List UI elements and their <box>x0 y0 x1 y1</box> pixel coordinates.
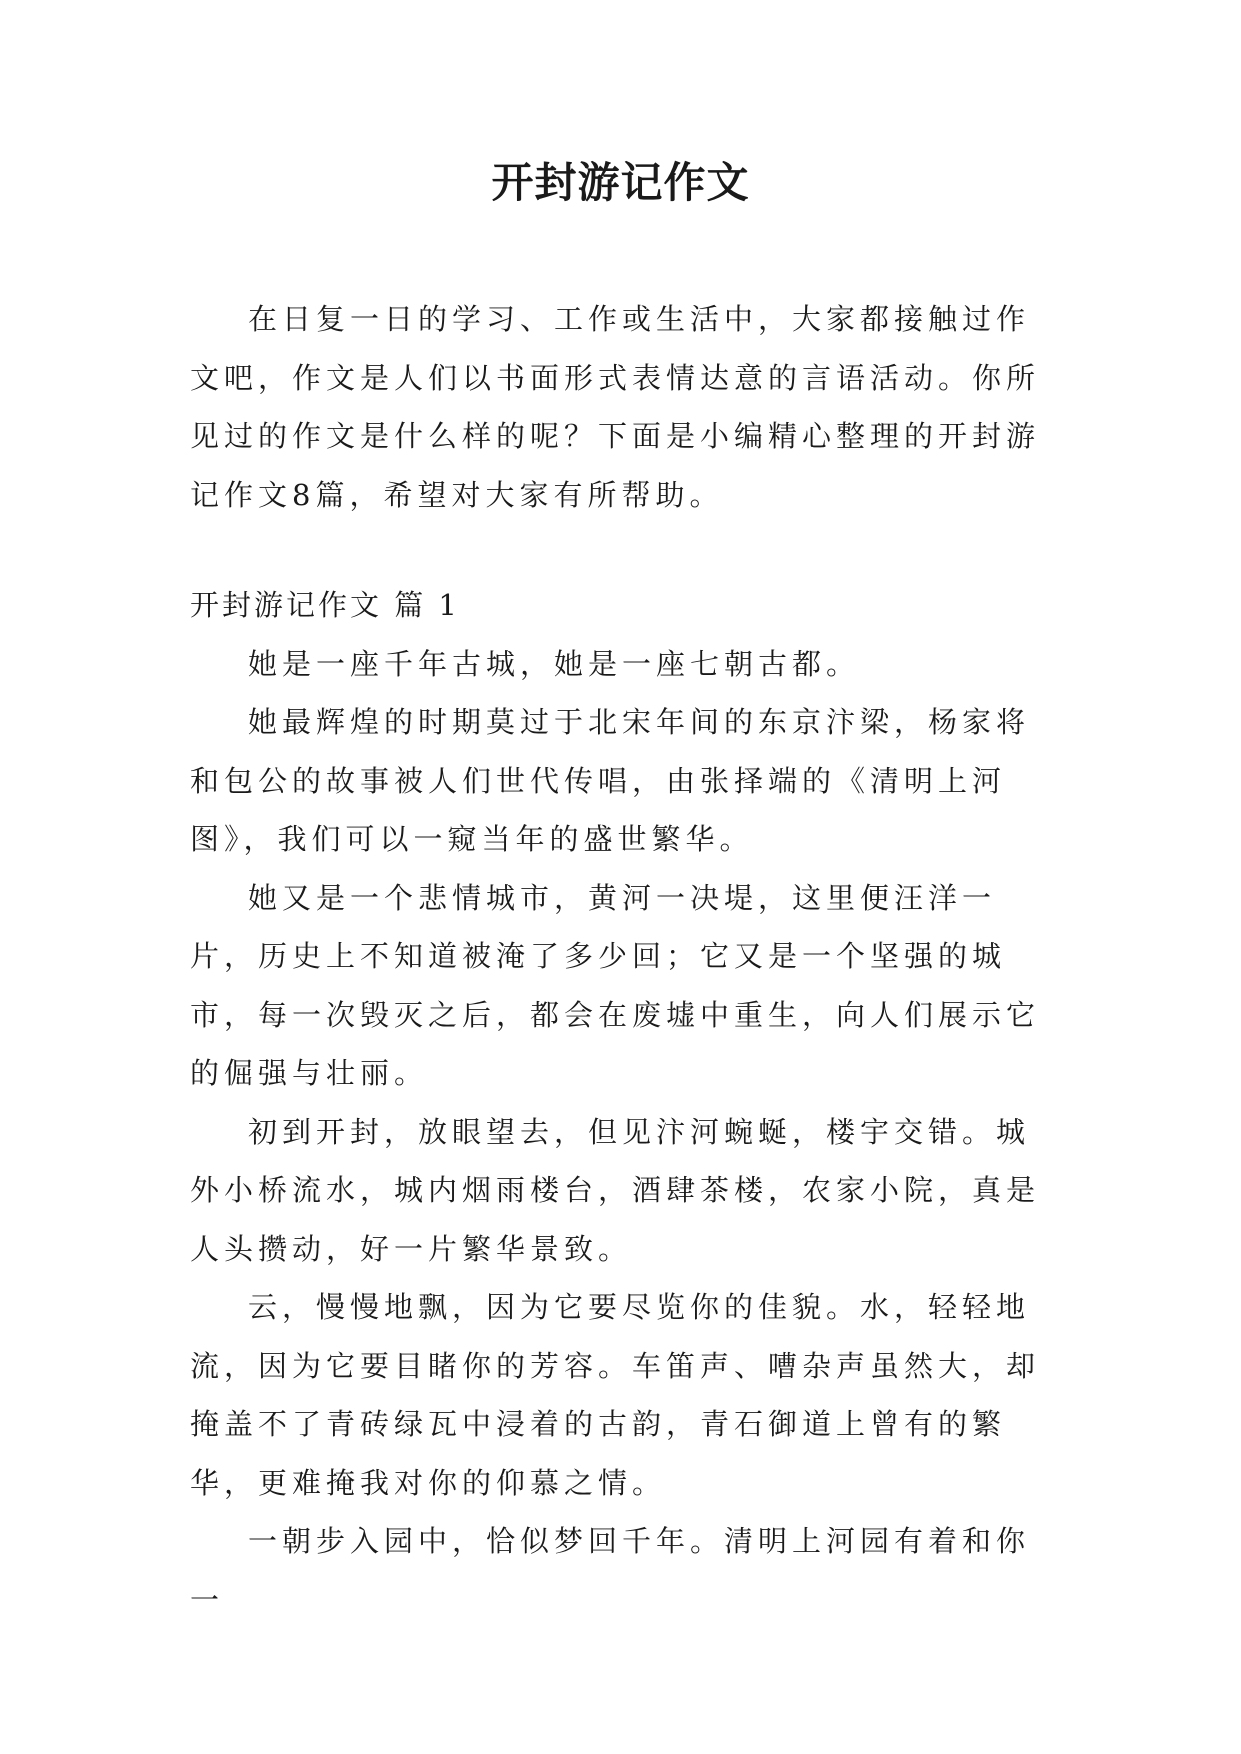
paragraph-6: 一朝步入园中，恰似梦回千年。清明上河园有着和你一 <box>190 1524 1031 1617</box>
document-title: 开封游记作文 <box>491 158 750 207</box>
article-body <box>190 576 1050 1629</box>
paragraph-1: 她是一座千年古城，她是一座七朝古都。 <box>248 646 861 681</box>
paragraph-3: 她又是一个悲情城市，黄河一决堤，这里便汪洋一片，历史上不知道被淹了多少回；它又是一个坚强的城市，每一次毁灭之后，都会在废墟中重生，向人们展示它的倔强与壮丽。 <box>190 880 1041 1090</box>
section-heading: 开封游记作文 篇 1 <box>190 588 460 622</box>
paragraph-2: 她最辉煌的时期莫过于北宋年间的东京汴梁，杨家将和包公的故事被人们世代传唱，由张择端的《清明上河图》，我们可以一窥当年的盛世繁华。 <box>190 705 1031 856</box>
intro-block <box>190 290 1050 524</box>
paragraph-5: 云，慢慢地飘，因为它要尽览你的佳貌。水，轻轻地流，因为它要目睹你的芳容。车笛声、嘈杂声虽然大，却掩盖不了青砖绿瓦中浸着的古韵，青石御道上曾有的繁华，更难掩我对你的仰慕之情。 <box>190 1290 1041 1500</box>
paragraph-4: 初到开封，放眼望去，但见汴河蜿蜒，楼宇交错。城外小桥流水，城内烟雨楼台，酒肆茶楼，农家小院，真是人头攒动，好一片繁华景致。 <box>190 1114 1041 1266</box>
intro-paragraph: 在日复一日的学习、工作或生活中，大家都接触过作文吧，作文是人们以书面形式表情达意的言语活动。你所见过的作文是什么样的呢？下面是小编精心整理的开封游记作文8篇，希望对大家有所帮助。 <box>190 302 1041 512</box>
